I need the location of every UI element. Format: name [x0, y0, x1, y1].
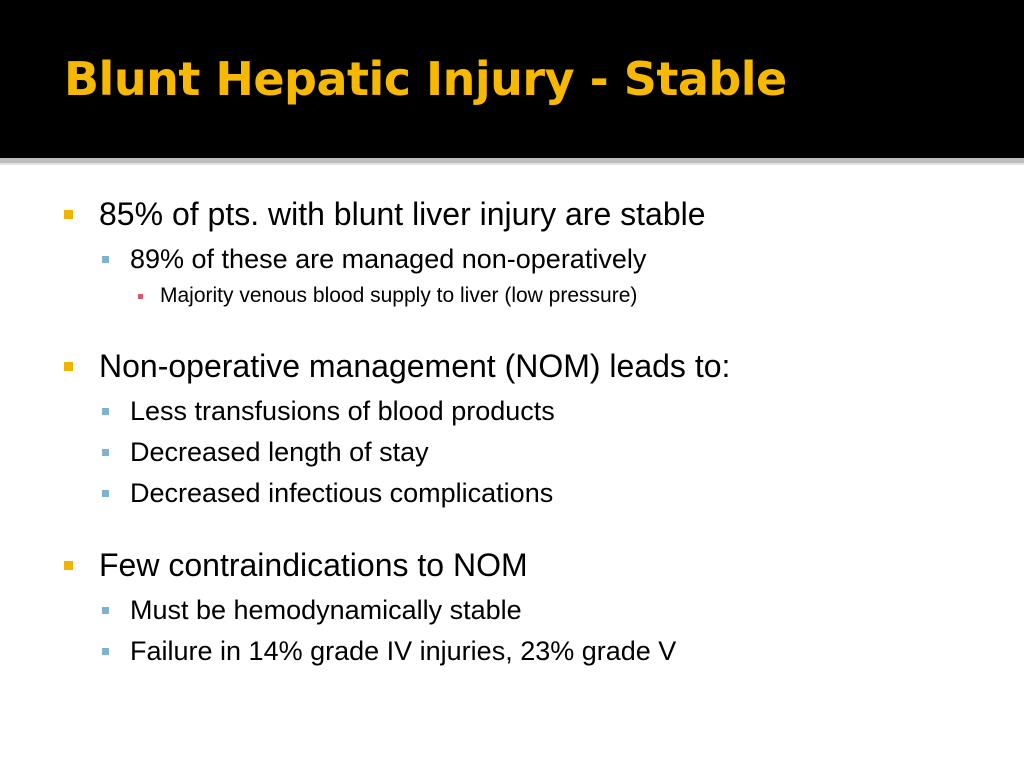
- square-bullet-icon: [102, 607, 109, 614]
- bullet-text: Non-operative management (NOM) leads to:: [99, 348, 731, 384]
- sub-sub-bullet-text: Majority venous blood supply to liver (low pressure): [160, 284, 638, 307]
- bullet-item: [64, 196, 706, 233]
- square-bullet-icon: [102, 408, 109, 415]
- sub-bullet-item: [102, 636, 676, 667]
- square-bullet-icon: [102, 449, 109, 456]
- square-bullet-icon: [64, 210, 73, 219]
- sub-bullet-text: Decreased length of stay: [130, 437, 429, 467]
- slide-title: Blunt Hepatic Injury - Stable: [64, 52, 787, 106]
- sub-bullet-text: Decreased infectious complications: [130, 478, 554, 508]
- square-bullet-icon: [102, 490, 109, 497]
- bullet-text: Few contraindications to NOM: [99, 547, 528, 583]
- sub-bullet-item: [102, 396, 555, 427]
- sub-sub-bullet-item: [138, 284, 637, 308]
- sub-bullet-item: [102, 244, 646, 275]
- square-bullet-icon: [64, 362, 73, 371]
- square-bullet-icon: [102, 648, 109, 655]
- square-bullet-icon: [138, 294, 143, 299]
- sub-bullet-text: Must be hemodynamically stable: [130, 595, 522, 625]
- bullet-text: 85% of pts. with blunt liver injury are stable: [99, 196, 706, 232]
- bullet-item: [64, 348, 730, 385]
- bullet-item: [64, 547, 528, 584]
- square-bullet-icon: [64, 561, 73, 570]
- square-bullet-icon: [102, 256, 109, 263]
- sub-bullet-item: [102, 437, 429, 468]
- sub-bullet-text: Less transfusions of blood products: [130, 396, 555, 426]
- sub-bullet-text: 89% of these are managed non-operatively: [130, 244, 647, 274]
- sub-bullet-text: Failure in 14% grade IV injuries, 23% grade V: [130, 636, 677, 666]
- sub-bullet-item: [102, 595, 522, 626]
- sub-bullet-item: [102, 478, 553, 509]
